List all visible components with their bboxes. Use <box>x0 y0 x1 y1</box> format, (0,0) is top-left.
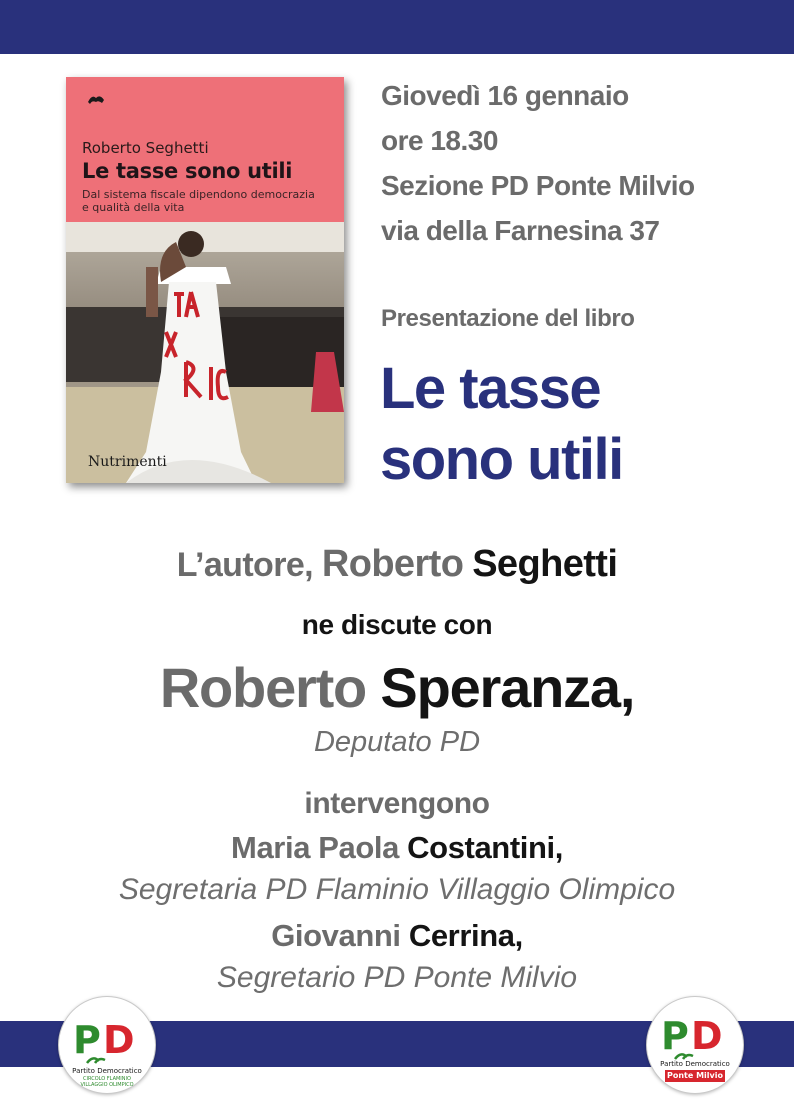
author-last-name: Seghetti <box>472 543 618 585</box>
speaker-last-name: Costantini <box>407 830 555 865</box>
event-intro: Presentazione del libro <box>381 305 635 332</box>
book-author: Roberto Seghetti <box>82 139 209 157</box>
guest-name <box>0 655 794 720</box>
svg-text:P: P <box>73 1018 101 1062</box>
cover-photo <box>66 222 344 483</box>
speaker-role: Segretaria PD Flaminio Villaggio Olimpico <box>118 873 676 906</box>
top-band <box>0 0 794 54</box>
book-cover <box>66 77 344 483</box>
publisher-logo-icon <box>86 92 106 106</box>
guest-role: Deputato PD <box>313 726 481 758</box>
book-subtitle: Dal sistema fiscale dipendono democrazia e qualità della vita <box>82 188 315 214</box>
author-prefix: L’autore, <box>176 546 322 584</box>
logo-right-name: Partito Democratico <box>660 1060 730 1068</box>
svg-text:D: D <box>691 1014 723 1058</box>
event-title-line1: Le tasse <box>380 356 601 421</box>
speaker-name <box>0 830 794 866</box>
logo-left-name: Partito Democratico <box>72 1067 142 1075</box>
speaker-name <box>0 918 794 954</box>
speaker-comma: , <box>554 830 563 865</box>
event-date: Giovedì 16 gennaio <box>381 80 629 111</box>
pd-logo-right <box>646 996 744 1094</box>
event-address: via della Farnesina 37 <box>381 215 660 246</box>
event-time: ore 18.30 <box>381 125 498 156</box>
guest-first-name: Roberto <box>159 656 367 719</box>
speaker-last-name: Cerrina <box>408 918 515 953</box>
speaker-role: Segretario PD Ponte Milvio <box>216 961 578 994</box>
logo-left-sub1: CIRCOLO FLAMINIO <box>83 1076 131 1082</box>
logo-right-tag: Ponte Milvio <box>667 1071 723 1080</box>
logo-left-sub2: VILLAGGIO OLIMPICO <box>80 1082 134 1088</box>
guest-last-name: Speranza <box>380 656 620 719</box>
author-line <box>0 543 794 586</box>
svg-text:P: P <box>661 1014 689 1058</box>
speaker-first-name: Maria Paola <box>231 830 399 865</box>
event-venue: Sezione PD Ponte Milvio <box>381 170 695 201</box>
discussion-text: ne discute con <box>301 609 493 640</box>
pd-logo-left <box>58 996 156 1094</box>
svg-text:D: D <box>103 1018 135 1062</box>
speaker-first-name: Giovanni <box>271 918 401 953</box>
speakers-heading: intervengono <box>304 787 490 820</box>
book-publisher: Nutrimenti <box>88 454 167 470</box>
speaker-comma: , <box>514 918 523 953</box>
author-first-name: Roberto <box>321 543 464 585</box>
event-title-line2: sono utili <box>380 427 623 492</box>
book-title: Le tasse sono utili <box>82 159 293 183</box>
guest-comma: , <box>619 656 635 719</box>
